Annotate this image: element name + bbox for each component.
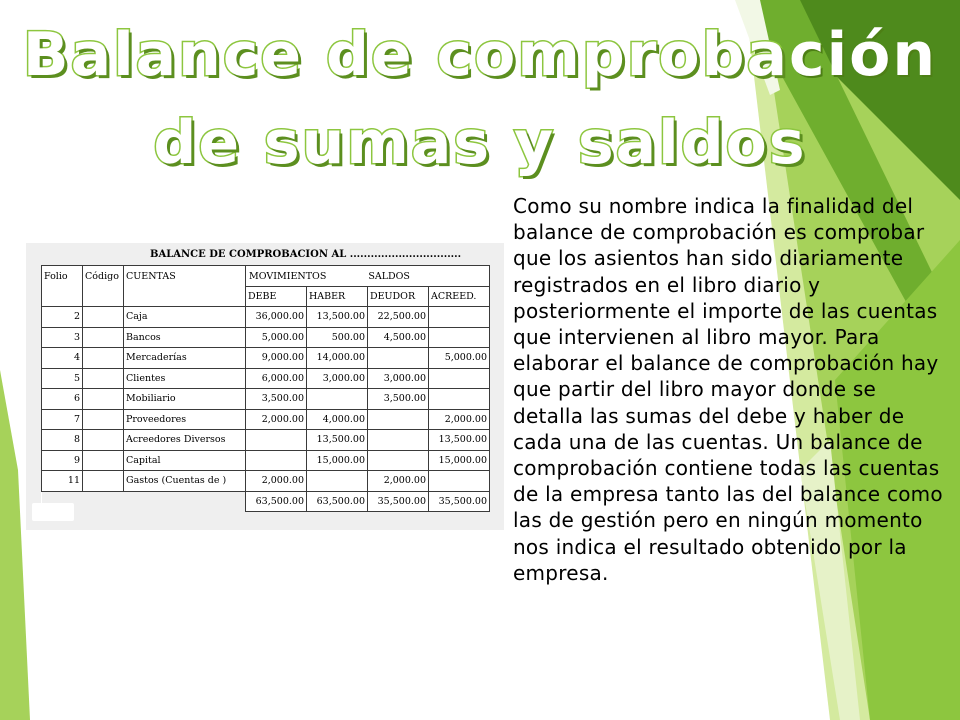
table-row (42, 368, 490, 389)
header-movimientos-saldos (246, 266, 490, 287)
cell-debe: 2,000.00 (246, 471, 307, 492)
cell-folio: 7 (42, 409, 83, 430)
cell-folio: 9 (42, 450, 83, 471)
cell-acreed (429, 471, 490, 492)
cell-folio: 6 (42, 389, 83, 410)
table-row (42, 450, 490, 471)
cell-codigo (83, 348, 124, 369)
table-row (42, 409, 490, 430)
header-debe: DEBE (246, 287, 307, 307)
cell-debe (246, 430, 307, 451)
table-row (42, 327, 490, 348)
cell-codigo (83, 368, 124, 389)
cell-acreed (429, 307, 490, 328)
table-row (42, 389, 490, 410)
table-row (42, 307, 490, 328)
cell-deudor: 3,500.00 (368, 389, 429, 410)
cell-deudor: 4,500.00 (368, 327, 429, 348)
cell-codigo (83, 471, 124, 492)
header-saldos: SALDOS (368, 270, 410, 282)
header-deudor: DEUDOR (368, 287, 429, 307)
cell-deudor: 3,000.00 (368, 368, 429, 389)
cell-cuenta: Clientes (124, 368, 246, 389)
cell-folio: 3 (42, 327, 83, 348)
cell-codigo (83, 409, 124, 430)
cell-acreed: 15,000.00 (429, 450, 490, 471)
cell-folio: 11 (42, 471, 83, 492)
description-paragraph: Como su nombre indica la finalidad del balance de comprobación es comprobar que los asientos han sido diariamente registrados en el libro diario y posteriormente el importe de las cuentas que intervienen al libro mayor. Para elaborar el balance de comprobación hay que partir del libro mayor donde se detalla las sumas del debe y haber de cada una de las cuentas. Un balance de comprobación contiene todas las cuentas de la empresa tanto las del balance como las de gestión pero en ningún momento nos indica el resultado obtenido por la empresa. (513, 194, 943, 585)
page-title-line-1 (0, 20, 960, 90)
cell-codigo (83, 327, 124, 348)
cell-acreed: 2,000.00 (429, 409, 490, 430)
cell-deudor: 2,000.00 (368, 471, 429, 492)
cell-folio: 2 (42, 307, 83, 328)
cell-debe: 6,000.00 (246, 368, 307, 389)
cell-acreed (429, 389, 490, 410)
header-cuentas: CUENTAS (124, 266, 246, 307)
cell-deudor (368, 450, 429, 471)
cell-codigo (83, 430, 124, 451)
cell-acreed (429, 327, 490, 348)
cell-cuenta: Mercaderías (124, 348, 246, 369)
cell-acreed (429, 368, 490, 389)
table-row (42, 348, 490, 369)
cell-debe: 36,000.00 (246, 307, 307, 328)
table-row (42, 430, 490, 451)
balance-table-title: BALANCE DE COMPROBACION AL ................................ (150, 249, 462, 260)
cell-debe: 2,000.00 (246, 409, 307, 430)
cell-haber: 4,000.00 (307, 409, 368, 430)
header-codigo: Código (83, 266, 124, 307)
table-row (42, 471, 490, 492)
cell-haber (307, 389, 368, 410)
cell-deudor: 22,500.00 (368, 307, 429, 328)
cell-haber: 14,000.00 (307, 348, 368, 369)
cell-codigo (83, 389, 124, 410)
table-totals-row (42, 491, 490, 512)
cell-deudor (368, 430, 429, 451)
cell-folio: 5 (42, 368, 83, 389)
cell-folio: 4 (42, 348, 83, 369)
cell-deudor (368, 409, 429, 430)
title-part-outline: Balance de comproba (22, 20, 790, 90)
title-line-2-text: de sumas y saldos (153, 108, 807, 178)
cell-cuenta: Gastos (Cuentas de ) (124, 471, 246, 492)
cell-debe: 9,000.00 (246, 348, 307, 369)
cell-codigo (83, 450, 124, 471)
cell-cuenta: Mobiliario (124, 389, 246, 410)
total-deudor: 35,500.00 (368, 491, 429, 512)
cell-debe: 5,000.00 (246, 327, 307, 348)
title-part-solid: ción (789, 20, 938, 90)
total-haber: 63,500.00 (307, 491, 368, 512)
cell-cuenta: Capital (124, 450, 246, 471)
cell-debe (246, 450, 307, 471)
cell-acreed: 5,000.00 (429, 348, 490, 369)
cell-folio: 8 (42, 430, 83, 451)
cell-cuenta: Proveedores (124, 409, 246, 430)
table-header-row (42, 266, 490, 287)
header-acreed: ACREED. (429, 287, 490, 307)
cell-cuenta: Acreedores Diversos (124, 430, 246, 451)
cell-codigo (83, 307, 124, 328)
cell-deudor (368, 348, 429, 369)
total-debe: 63,500.00 (246, 491, 307, 512)
cell-cuenta: Caja (124, 307, 246, 328)
cell-haber: 15,000.00 (307, 450, 368, 471)
balance-table-panel (26, 243, 504, 530)
cell-haber (307, 471, 368, 492)
cell-haber: 500.00 (307, 327, 368, 348)
page-title-line-2 (0, 108, 960, 178)
cell-haber: 13,500.00 (307, 307, 368, 328)
cell-debe: 3,500.00 (246, 389, 307, 410)
header-movimientos: MOVIMIENTOS (249, 270, 327, 282)
cell-haber: 3,000.00 (307, 368, 368, 389)
cell-cuenta: Bancos (124, 327, 246, 348)
cell-acreed: 13,500.00 (429, 430, 490, 451)
white-blank-mark (32, 503, 74, 521)
total-acreed: 35,500.00 (429, 491, 490, 512)
header-haber: HABER (307, 287, 368, 307)
cell-haber: 13,500.00 (307, 430, 368, 451)
header-folio: Folio (42, 266, 83, 307)
balance-table (41, 265, 490, 512)
